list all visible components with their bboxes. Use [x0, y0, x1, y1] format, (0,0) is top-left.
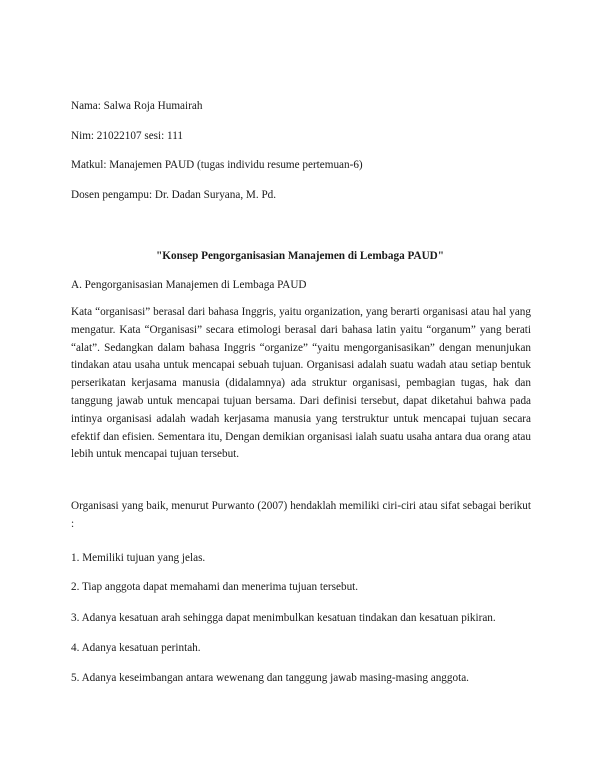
paragraph-text: Organisasi yang baik, menurut Purwanto (2007) hendaklah memiliki ciri-ciri atau sifat sebagai berikut : [71, 500, 531, 530]
paragraph-criteria-intro [71, 498, 531, 534]
paragraph-text: Kata “organisasi” berasal dari bahasa Inggris, yaitu organization, yang berarti organisasi atau hal yang mengatur. Kata “Organisasi” secara etimologi berasal dari bahasa latin yaitu “organum” yang berati “alat”. Sedangkan dalam bahasa Inggris “organize” “yaitu mengorganisasikan” dengan menunjukan tindakan atau usaha untuk mencapai sebuah tujuan. Organisasi adalah suatu wadah atau setiap bentuk perserikatan kerjasama manusia (didalamnya) ada struktur organisasi, pembagian tugas, hak dan tanggung jawab untuk mencapai tujuan bersama. Dari definisi tersebut, dapat diketahui bahwa pada intinya organisasi adalah wadah kerjasama manusia yang terstruktur untuk mencapai tujuan secara efektif dan efisien. Sementara itu, Dengan demikian organisasi ialah suatu usaha antara dua orang atau lebih untuk mencapai tujuan tersebut. [71, 306, 531, 461]
list-item: 2. Tiap anggota dapat memahami dan menerima tujuan tersebut. [71, 581, 359, 593]
section-heading: A. Pengorganisasian Manajemen di Lembaga PAUD [71, 279, 307, 291]
list-item: 3. Adanya kesatuan arah sehingga dapat menimbulkan kesatuan tindakan dan kesatuan pikiran. [71, 612, 496, 624]
student-name: Nama: Salwa Roja Humairah [71, 100, 203, 112]
course-line: Matkul: Manajemen PAUD (tugas individu resume pertemuan-6) [71, 159, 363, 171]
document-title: "Konsep Pengorganisasian Manajemen di Lembaga PAUD" [156, 250, 444, 262]
list-item: 5. Adanya keseimbangan antara wewenang dan tanggung jawab masing-masing anggota. [71, 672, 469, 684]
list-item: 4. Adanya kesatuan perintah. [71, 642, 201, 654]
paragraph-definition [71, 304, 531, 464]
student-nim: Nim: 21022107 sesi: 111 [71, 130, 183, 142]
lecturer-line: Dosen pengampu: Dr. Dadan Suryana, M. Pd. [71, 189, 277, 201]
list-item: 1. Memiliki tujuan yang jelas. [71, 552, 206, 564]
